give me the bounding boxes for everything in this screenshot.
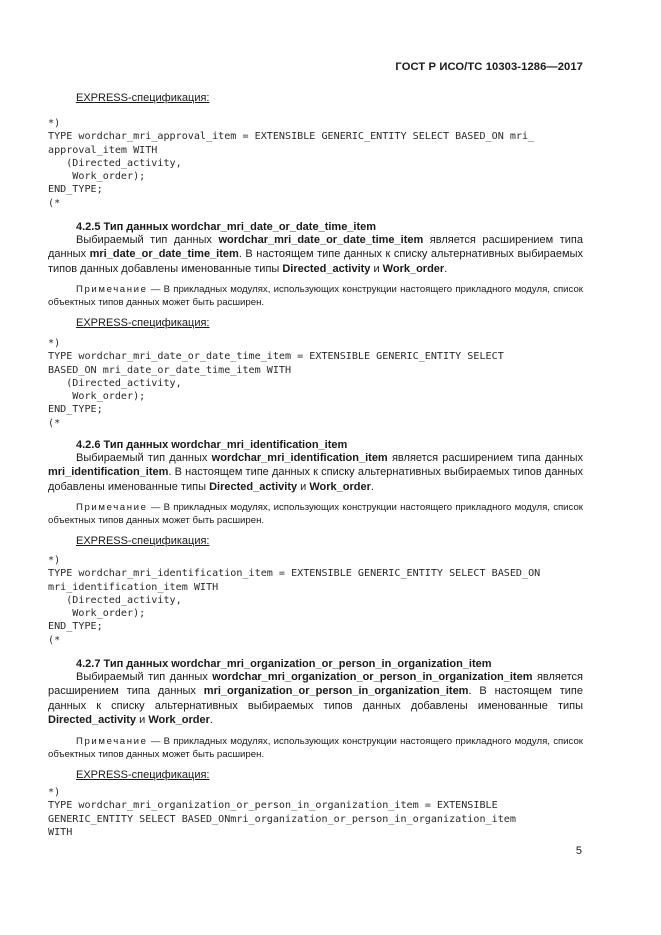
page-number: 5 (575, 845, 582, 857)
section-paragraph: Выбираемый тип данных wordchar_mri_organization_or_person_in_organization_item является расширением типа данных mri_organization_or_person_in_organization_item. В настоящем типе данных к списку альтернативных выбираемых типов данных добавлены именованные типы Directed_activity и Work_order. (48, 671, 584, 727)
express-spec-label: EXPRESS-спецификация: (76, 92, 210, 104)
express-spec-label: EXPRESS-спецификация: (76, 535, 210, 548)
note: Примечание — В прикладных модулях, использующих конструкции настоящего прикладного модуля, список объектных типов данных может быть расширен. (48, 284, 583, 309)
express-spec-label: EXPRESS-спецификация: (76, 317, 210, 330)
section-4-2-5 (48, 221, 583, 329)
section-heading: 4.2.7 Тип данных wordchar_mri_organization_or_person_in_organization_item (76, 658, 492, 670)
document-header: ГОСТ Р ИСО/ТС 10303-1286—2017 (395, 61, 583, 73)
note: Примечание — В прикладных модулях, использующих конструкции настоящего прикладного модуля, список объектных типов данных может быть расширен. (48, 735, 583, 760)
note: Примечание — В прикладных модулях, использующих конструкции настоящего прикладного модуля, список объектных типов данных может быть расширен. (48, 502, 583, 527)
section-4-2-6 (48, 439, 583, 547)
section-4-2-7 (48, 658, 583, 781)
express-spec-label: EXPRESS-спецификация: (76, 768, 210, 781)
section-heading: 4.2.6 Тип данных wordchar_mri_identification_item (76, 439, 348, 451)
express-code-identification: *) TYPE wordchar_mri_identification_item = EXTENSIBLE GENERIC_ENTITY SELECT BASED_ON mri_identification_item WITH (Directed_activity, Work_order); END_TYPE; (* (48, 555, 541, 646)
section-paragraph: Выбираемый тип данных wordchar_mri_date_or_date_time_item является расширением типа данных mri_date_or_date_time_item. В настоящем типе данных к списку альтернативных выбираемых типов данных добавлены именованные типы Directed_activity и Work_order. (48, 234, 583, 275)
express-code-approval: *) TYPE wordchar_mri_approval_item = EXTENSIBLE GENERIC_ENTITY SELECT BASED_ON mri_ approval_item WITH (Directed_activity, Work_order); END_TYPE; (* (48, 118, 535, 209)
section-heading: 4.2.5 Тип данных wordchar_mri_date_or_date_time_item (76, 221, 377, 233)
express-code-organization: *) TYPE wordchar_mri_organization_or_person_in_organization_item = EXTENSIBLE GENERIC_ENTITY SELECT BASED_ONmri_organization_or_person_in_organization_item WITH (48, 787, 516, 838)
express-code-date: *) TYPE wordchar_mri_date_or_date_time_item = EXTENSIBLE GENERIC_ENTITY SELECT BASED_ON mri_date_or_date_time_item WITH (Directed_activity, Work_order); END_TYPE; (* (48, 338, 504, 429)
section-paragraph: Выбираемый тип данных wordchar_mri_identification_item является расширением типа данных mri_identification_item. В настоящем типе данных к списку альтернативных выбираемых типов данных добавлены именованные типы Directed_activity и Work_order. (48, 452, 583, 493)
